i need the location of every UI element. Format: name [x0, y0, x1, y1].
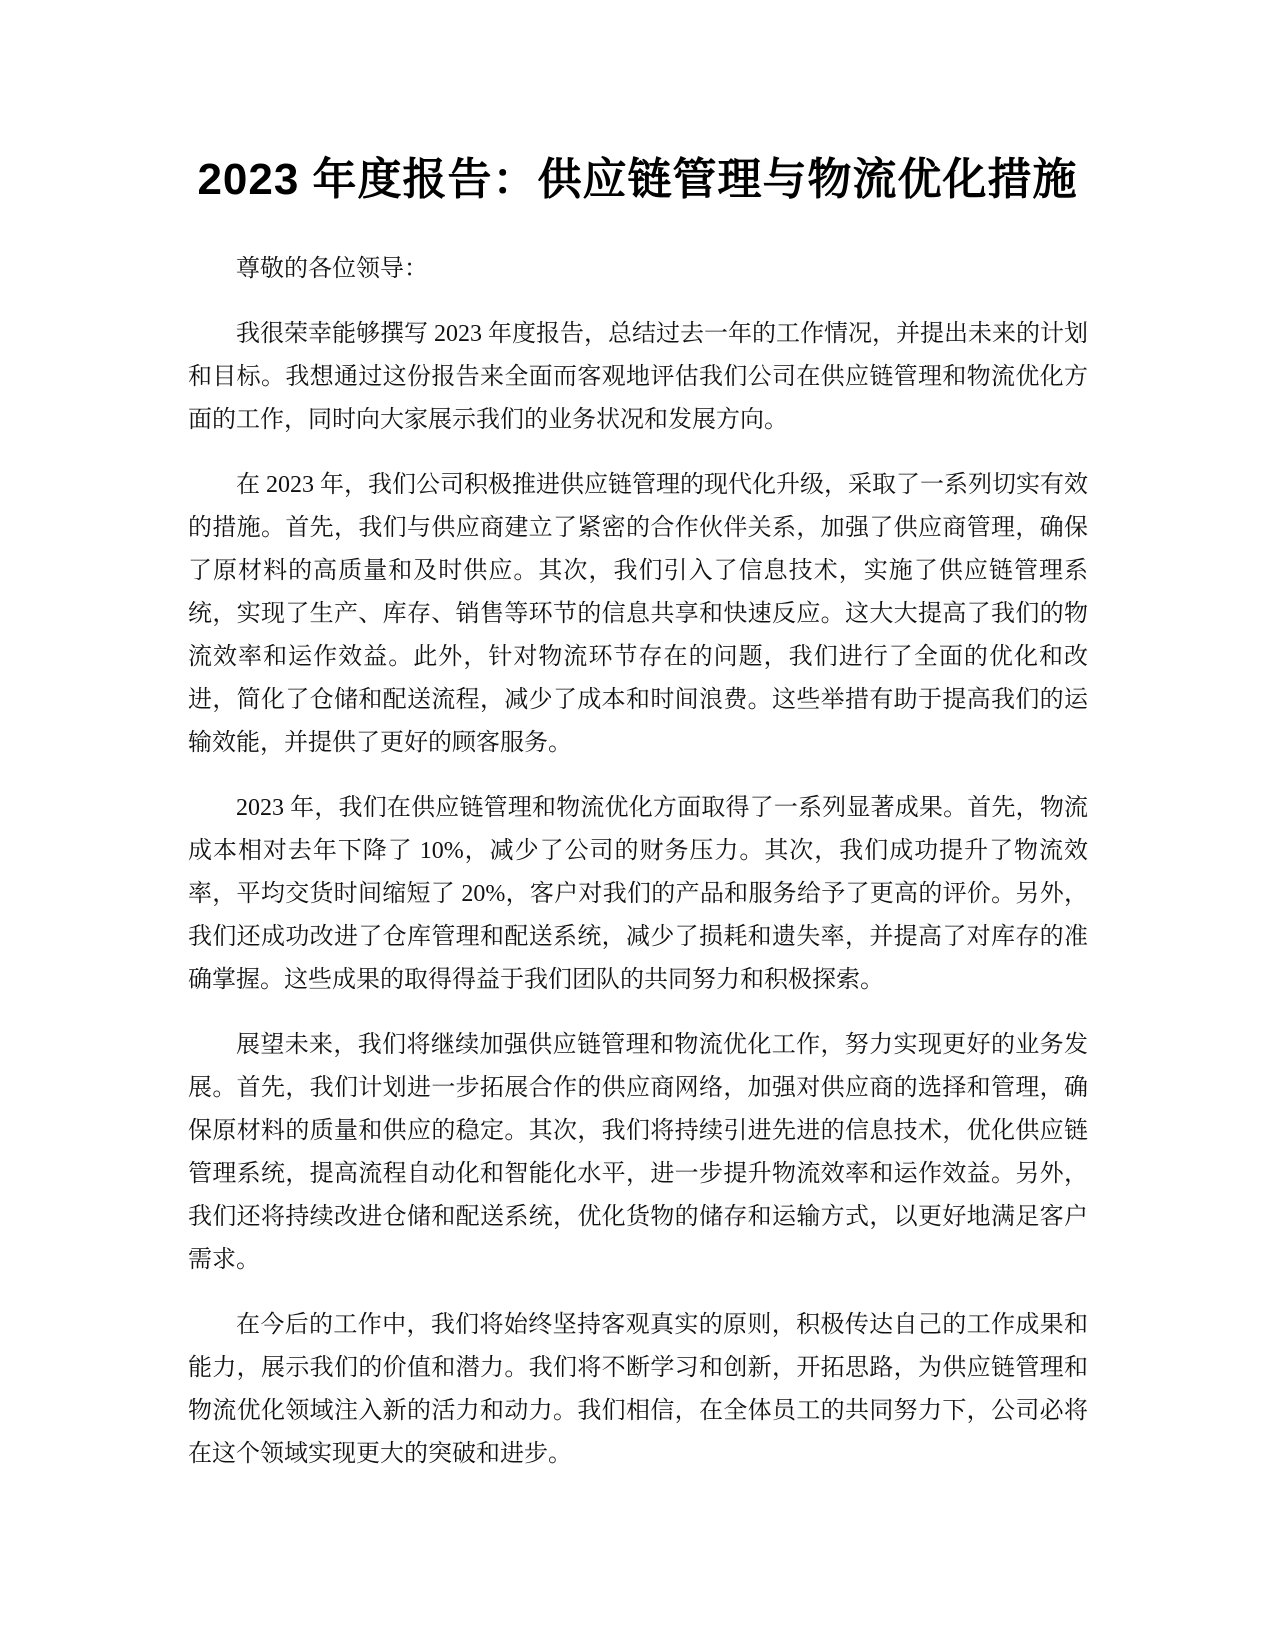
paragraph-outlook: 展望未来，我们将继续加强供应链管理和物流优化工作，努力实现更好的业务发展。首先，我们计划进一步拓展合作的供应商网络，加强对供应商的选择和管理，确保原材料的质量和供应的稳定。其次，我们将持续引进先进的信息技术，优化供应链管理系统，提高流程自动化和智能化水平，进一步提升物流效率和运作效益。另外，我们还将持续改进仓储和配送系统，优化货物的储存和运输方式，以更好地满足客户需求。 — [188, 1032, 1088, 1273]
paragraph-intro: 我很荣幸能够撰写 2023 年度报告，总结过去一年的工作情况，并提出未来的计划和目标。我想通过这份报告来全面而客观地评估我们公司在供应链管理和物流优化方面的工作，同时向大家展示我们的业务状况和发展方向。 — [188, 321, 1088, 433]
document-title: 2023 年度报告：供应链管理与物流优化措施 — [197, 155, 1078, 204]
paragraph-measures: 在 2023 年，我们公司积极推进供应链管理的现代化升级，采取了一系列切实有效的措施。首先，我们与供应商建立了紧密的合作伙伴关系，加强了供应商管理，确保了原材料的高质量和及时供应。其次，我们引入了信息技术，实施了供应链管理系统，实现了生产、库存、销售等环节的信息共享和快速反应。这大大提高了我们的物流效率和运作效益。此外，针对物流环节存在的问题，我们进行了全面的优化和改进，简化了仓储和配送流程，减少了成本和时间浪费。这些举措有助于提高我们的运输效能，并提供了更好的顾客服务。 — [188, 472, 1088, 756]
salutation: 尊敬的各位领导： — [236, 256, 428, 282]
paragraph-closing: 在今后的工作中，我们将始终坚持客观真实的原则，积极传达自己的工作成果和能力，展示我们的价值和潜力。我们将不断学习和创新，开拓思路，为供应链管理和物流优化领域注入新的活力和动力。我们相信，在全体员工的共同努力下，公司必将在这个领域实现更大的突破和进步。 — [188, 1312, 1088, 1467]
paragraph-results: 2023 年，我们在供应链管理和物流优化方面取得了一系列显著成果。首先，物流成本相对去年下降了 10%，减少了公司的财务压力。其次，我们成功提升了物流效率，平均交货时间缩短了 20%，客户对我们的产品和服务给予了更高的评价。另外，我们还成功改进了仓库管理和配送系统，减少了损耗和遗失率，并提高了对库存的准确掌握。这些成果的取得得益于我们团队的共同努力和积极探索。 — [188, 795, 1088, 993]
document-body — [188, 248, 1088, 1498]
